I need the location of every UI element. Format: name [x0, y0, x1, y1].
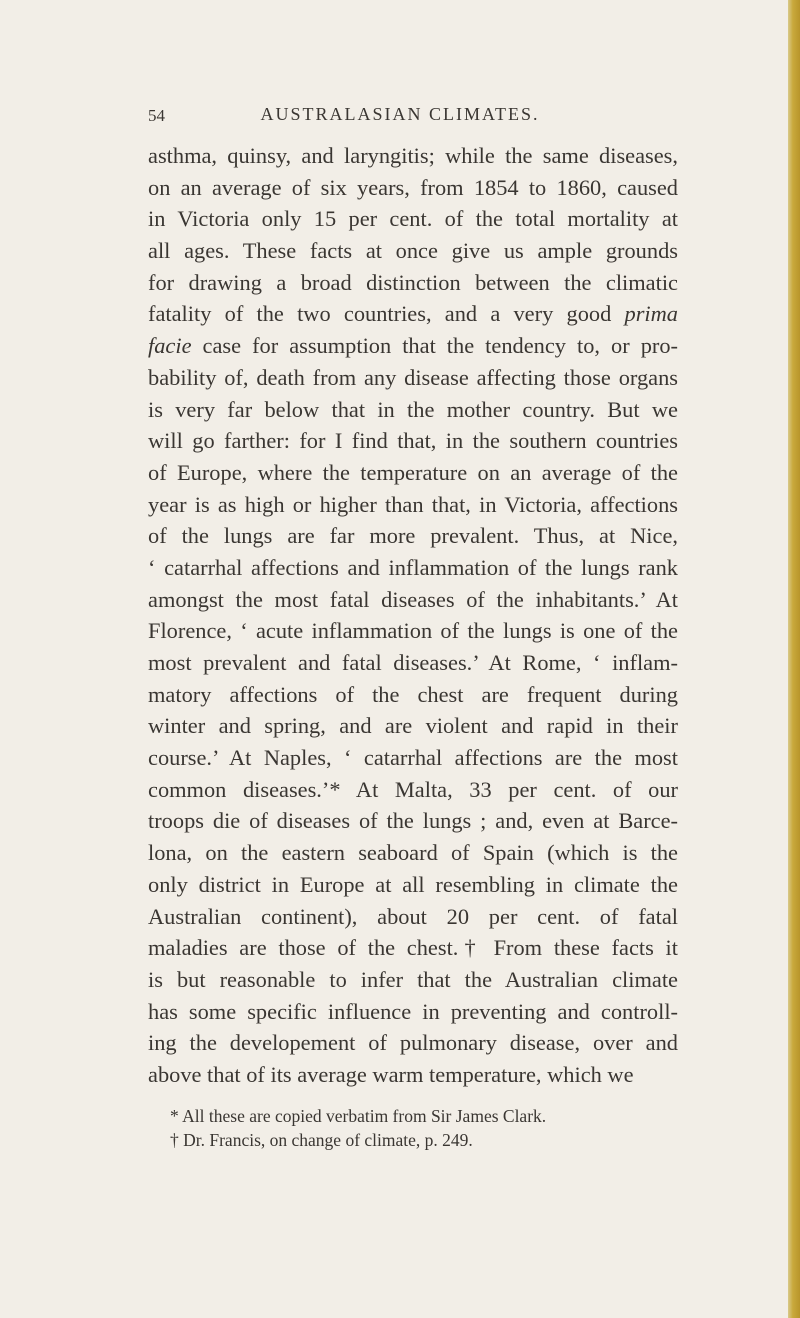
- italic-phrase: facie: [148, 333, 192, 359]
- text-line: has some specific influence in preventing and controll-: [148, 998, 678, 1024]
- text-line: will go farther: for I find that, in the southern countries: [148, 428, 678, 454]
- text-line: most prevalent and fatal diseases.’ At Rome, ‘ inflam-: [148, 650, 678, 675]
- italic-phrase: prima: [624, 301, 678, 327]
- footnote: † Dr. Francis, on change of climate, p. 249.: [170, 1130, 473, 1150]
- text-line: matory affections of the chest are frequent during: [148, 681, 678, 707]
- text-line: on an average of six years, from 1854 to 1860, caused: [148, 174, 678, 200]
- text-line: asthma, quinsy, and laryngitis; while the same diseases,: [148, 143, 678, 168]
- text-line: Florence, ‘ acute inflammation of the lungs is one of the: [148, 618, 678, 644]
- text-line: of the lungs are far more prevalent. Thus, at Nice,: [148, 523, 678, 549]
- text-line: ing the developement of pulmonary disease, over and: [148, 1030, 678, 1056]
- text-line: of Europe, where the temperature on an average of the: [148, 459, 678, 485]
- body-text: [148, 140, 678, 1091]
- text-line: winter and spring, and are violent and rapid in their: [148, 713, 678, 739]
- text-line: in Victoria only 15 per cent. of the total mortality at: [148, 206, 678, 232]
- text-line: troops die of diseases of the lungs ; and, even at Barce-: [148, 808, 678, 834]
- text-line: common diseases.’* At Malta, 33 per cent. of our: [148, 776, 678, 802]
- text-line: facie case for assumption that the tendency to, or pro-: [148, 333, 678, 359]
- text-line: course.’ At Naples, ‘ catarrhal affections are the most: [148, 745, 678, 771]
- text-line: bability of, death from any disease affecting those organs: [148, 364, 678, 390]
- page-number: 54: [148, 106, 165, 125]
- text-line: for drawing a broad distinction between the climatic: [148, 269, 678, 295]
- text-line: is but reasonable to infer that the Australian climate: [148, 966, 678, 992]
- text-line: fatality of the two countries, and a very good prima: [148, 301, 678, 327]
- text-line: above that of its average warm temperature, which we: [148, 1061, 634, 1087]
- text-line: ‘ catarrhal affections and inflammation of the lungs rank: [148, 554, 678, 580]
- footnote: * All these are copied verbatim from Sir James Clark.: [170, 1106, 547, 1126]
- text-line: Australian continent), about 20 per cent. of fatal: [148, 903, 678, 929]
- text-line: lona, on the eastern seaboard of Spain (which is the: [148, 840, 678, 866]
- text-line: all ages. These facts at once give us ample grounds: [148, 238, 678, 264]
- text-line: only district in Europe at all resembling in climate the: [148, 871, 678, 897]
- footnotes: [148, 1104, 678, 1152]
- page-header: [0, 104, 790, 134]
- running-head: AUSTRALASIAN CLIMATES.: [260, 104, 540, 124]
- text-line: amongst the most fatal diseases of the inhabitants.’ At: [148, 586, 678, 612]
- page-edge: [788, 0, 800, 1318]
- text-line: is very far below that in the mother country. But we: [148, 396, 678, 422]
- text-line: maladies are those of the chest.† From these facts it: [148, 935, 678, 961]
- text-line: year is as high or higher than that, in Victoria, affections: [148, 491, 678, 517]
